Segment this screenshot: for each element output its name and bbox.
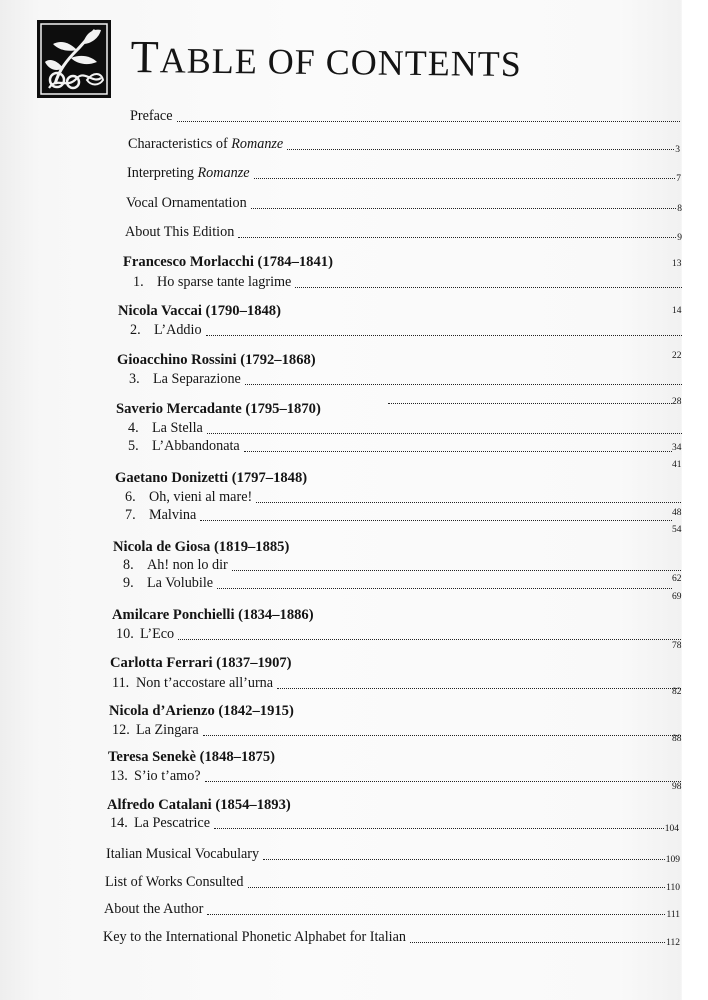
toc-entry-vocal-ornamentation[interactable] — [126, 195, 682, 212]
toc-entry-song[interactable] — [112, 675, 681, 692]
page-number: 41 — [672, 460, 682, 470]
leader-dots — [256, 501, 681, 503]
toc-entry-about-author[interactable] — [104, 901, 680, 918]
page-number: 7 — [676, 174, 681, 184]
toc-entry-song[interactable] — [128, 420, 684, 437]
song-title: Non t’accostare all’urna — [136, 675, 274, 691]
toc-entry-song[interactable] — [112, 722, 681, 739]
song-number: 14. — [110, 815, 128, 831]
song-title: La Zingara — [136, 722, 199, 738]
song-title: L’Eco — [140, 626, 175, 642]
toc-entry-song[interactable] — [110, 768, 681, 785]
toc-entry-label: List of Works Consulted — [105, 874, 244, 890]
composer-heading: Carlotta Ferrari (1837–1907) — [110, 655, 292, 671]
toc-entry-song[interactable] — [130, 322, 684, 339]
toc-entry-song[interactable] — [128, 438, 672, 455]
composer-heading: Nicola Vaccai (1790–1848) — [118, 303, 281, 319]
song-number: 11. — [112, 675, 130, 691]
toc-entry-interpreting[interactable] — [127, 165, 681, 182]
song-number: 13. — [110, 768, 128, 784]
toc-entry-label: Characteristics of — [128, 136, 232, 152]
song-title: L’Addio — [154, 322, 202, 338]
song-number: 6. — [125, 489, 136, 505]
leader-dots — [263, 858, 665, 860]
song-title: La Stella — [152, 420, 203, 436]
page-number: 78 — [672, 641, 682, 651]
page-number: 8 — [677, 204, 682, 214]
page-number: 98 — [672, 782, 682, 792]
page-number: 110 — [666, 883, 680, 893]
toc-entry-label: About This Edition — [125, 224, 235, 240]
page-number: 111 — [666, 910, 680, 920]
leader-dots — [245, 383, 684, 385]
song-number: 5. — [128, 438, 139, 454]
leader-dots — [200, 519, 672, 521]
leader-dots — [232, 569, 681, 571]
song-number: 8. — [123, 557, 134, 573]
song-number: 12. — [112, 722, 130, 738]
toc-entry-label: Interpreting — [127, 165, 198, 181]
leader-dots — [205, 780, 681, 782]
page-number: 69 — [672, 592, 682, 602]
leader-dots — [277, 687, 681, 689]
toc-entry-about-edition[interactable] — [125, 224, 682, 241]
page-number: 13 — [672, 259, 682, 269]
page-number: 3 — [675, 145, 680, 155]
song-title: Ho sparse tante lagrime — [157, 274, 292, 290]
toc-entry-song[interactable] — [125, 489, 681, 506]
page-number: 112 — [666, 938, 680, 948]
page-number: 82 — [672, 687, 682, 697]
song-number: 4. — [128, 420, 139, 436]
page-number: 104 — [664, 824, 679, 834]
composer-heading: Nicola de Giosa (1819–1885) — [113, 539, 290, 555]
page-number: 109 — [665, 855, 680, 865]
leader-dots — [207, 432, 684, 434]
page-number: 9 — [677, 233, 682, 243]
leader-dots — [178, 638, 681, 640]
composer-heading: Amilcare Ponchielli (1834–1886) — [112, 607, 314, 623]
song-number: 3. — [129, 371, 140, 387]
song-title: Ah! non lo dir — [147, 557, 228, 573]
toc-entry-song[interactable] — [125, 507, 672, 524]
title-initial: T — [130, 30, 161, 83]
page-number: 14 — [672, 306, 682, 316]
leader-dots — [177, 120, 680, 122]
toc-entry-song[interactable] — [133, 274, 684, 291]
toc-entry-song[interactable] — [129, 371, 684, 388]
toc-entry-characteristics[interactable] — [128, 136, 680, 153]
leader-dots — [287, 148, 674, 150]
song-number: 1. — [133, 274, 144, 290]
song-title: La Pescatrice — [134, 815, 211, 831]
leader-dots — [206, 334, 684, 336]
composer-heading: Francesco Morlacchi (1784–1841) — [123, 254, 333, 270]
toc-entry-works-consulted[interactable] — [105, 874, 680, 891]
song-number: 10. — [116, 626, 134, 642]
leader-dots — [388, 402, 672, 404]
leader-dots — [251, 207, 677, 209]
composer-heading: Gaetano Donizetti (1797–1848) — [115, 470, 308, 486]
page-number: 54 — [672, 525, 682, 535]
toc-entry-preface[interactable] — [130, 108, 680, 125]
leader-dots — [203, 734, 681, 736]
toc-entry-ipa-key[interactable] — [103, 929, 680, 946]
toc-entry-label: Key to the International Phonetic Alphabet for Italian — [103, 929, 406, 945]
page-number: 62 — [672, 574, 682, 584]
leader-dots — [214, 827, 664, 829]
leader-dots — [295, 286, 684, 288]
leader-dots — [248, 886, 666, 888]
composer-heading: Nicola d’Arienzo (1842–1915) — [109, 703, 294, 719]
toc-entry-song[interactable] — [123, 575, 672, 592]
composer-heading: Teresa Senekè (1848–1875) — [108, 749, 276, 765]
composer-heading: Gioacchino Rossini (1792–1868) — [117, 352, 316, 368]
toc-entry-song[interactable] — [123, 557, 681, 574]
toc-entry-label-italic: Romanze — [197, 165, 250, 181]
leader-dots — [410, 941, 665, 943]
toc-entry-song[interactable] — [110, 815, 679, 832]
title-rest: ABLE OF CONTENTS — [159, 40, 522, 85]
song-number: 9. — [123, 575, 134, 591]
song-title: Malvina — [149, 507, 197, 523]
composer-heading: Saverio Mercadante (1795–1870) — [116, 401, 321, 417]
toc-entry-label-italic: Romanze — [231, 136, 284, 152]
page-number: 22 — [672, 351, 682, 361]
leader-dots — [217, 587, 672, 589]
leader-dots — [254, 177, 676, 179]
song-title: La Volubile — [147, 575, 214, 591]
composer-heading: Alfredo Catalani (1854–1893) — [107, 797, 291, 813]
song-number: 7. — [125, 507, 136, 523]
song-number: 2. — [130, 322, 141, 338]
toc-entry-vocabulary[interactable] — [106, 846, 680, 863]
page-number: 28 — [672, 397, 682, 407]
page-number: 48 — [672, 508, 682, 518]
song-title: S’io t’amo? — [134, 768, 201, 784]
toc-entry-song[interactable] — [116, 626, 681, 643]
page-number: 88 — [672, 734, 682, 744]
page-number: 34 — [672, 443, 682, 453]
page-edge — [682, 0, 708, 1000]
toc-entry-label: Italian Musical Vocabulary — [106, 846, 260, 862]
leader-dots — [207, 913, 665, 915]
song-title: Oh, vieni al mare! — [149, 489, 253, 505]
song-title: L’Abbandonata — [152, 438, 240, 454]
toc-entry-label: Vocal Ornamentation — [126, 195, 247, 211]
song-title: La Separazione — [153, 371, 241, 387]
leader-dots — [238, 236, 676, 238]
leader-dots — [244, 450, 672, 452]
toc-entry-label: Preface — [130, 108, 173, 124]
toc-entry-label: About the Author — [104, 901, 204, 917]
